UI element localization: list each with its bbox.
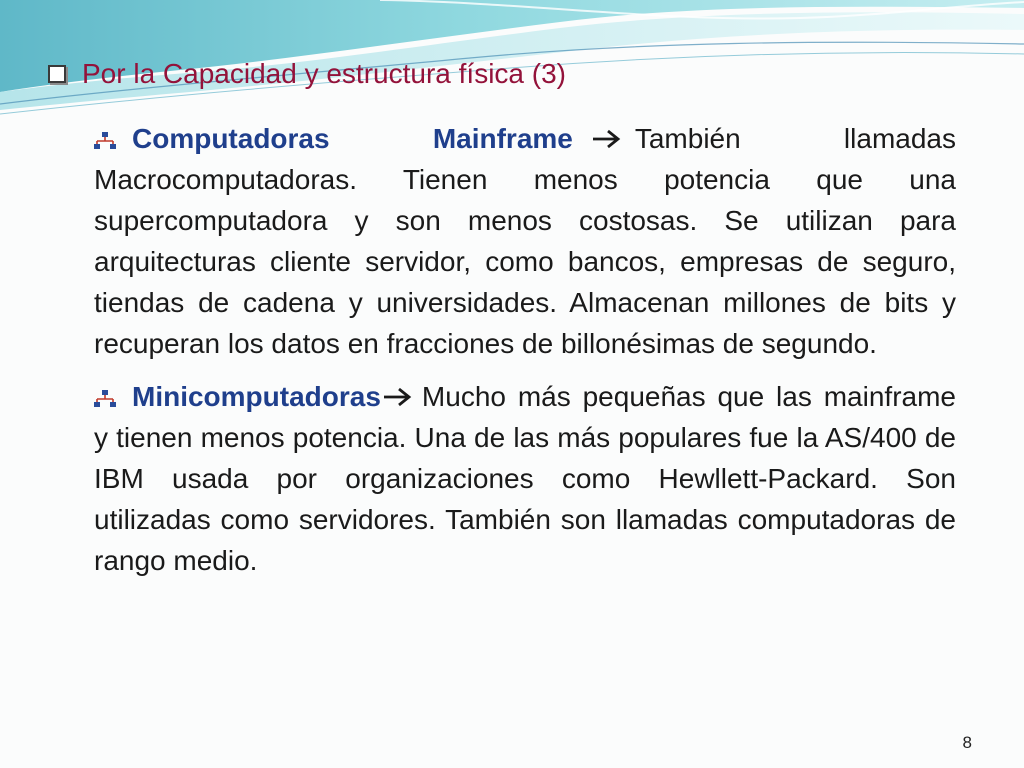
square-checkbox-icon bbox=[48, 65, 66, 83]
description-minicomputadoras: Mucho más pequeñas que las mainframe y tienen menos potencia. Una de las más populares fue la AS/400 de IBM usada por organizaciones como Hewllett-Packard. Son utilizadas como servidores. También son llamadas computadoras de rango medio. bbox=[94, 381, 956, 576]
right-arrow-icon bbox=[591, 129, 621, 149]
slide-body bbox=[94, 118, 956, 581]
description-mainframe: También llamadas Macrocomputadoras. Tienen menos potencia que una supercomputadora y son menos costosas. Se utilizan para arquitecturas cliente servidor, como bancos, empresas de seguro, tiendas de cadena y universidades. Almacenan millones de bits y recuperan los datos en fracciones de billonésimas de segundo. bbox=[94, 123, 956, 359]
term-mainframe: Computadoras Mainframe bbox=[132, 123, 573, 154]
network-nodes-icon bbox=[94, 390, 116, 408]
list-item-mainframe bbox=[94, 118, 956, 364]
right-arrow-icon bbox=[382, 387, 412, 407]
term-minicomputadoras: Minicomputadoras bbox=[132, 381, 381, 412]
list-item-minicomputadoras bbox=[94, 376, 956, 581]
page-number: 8 bbox=[962, 733, 972, 752]
slide-title: Por la Capacidad y estructura física (3) bbox=[82, 58, 566, 89]
slide-title-row bbox=[48, 57, 566, 91]
network-nodes-icon bbox=[94, 132, 116, 150]
